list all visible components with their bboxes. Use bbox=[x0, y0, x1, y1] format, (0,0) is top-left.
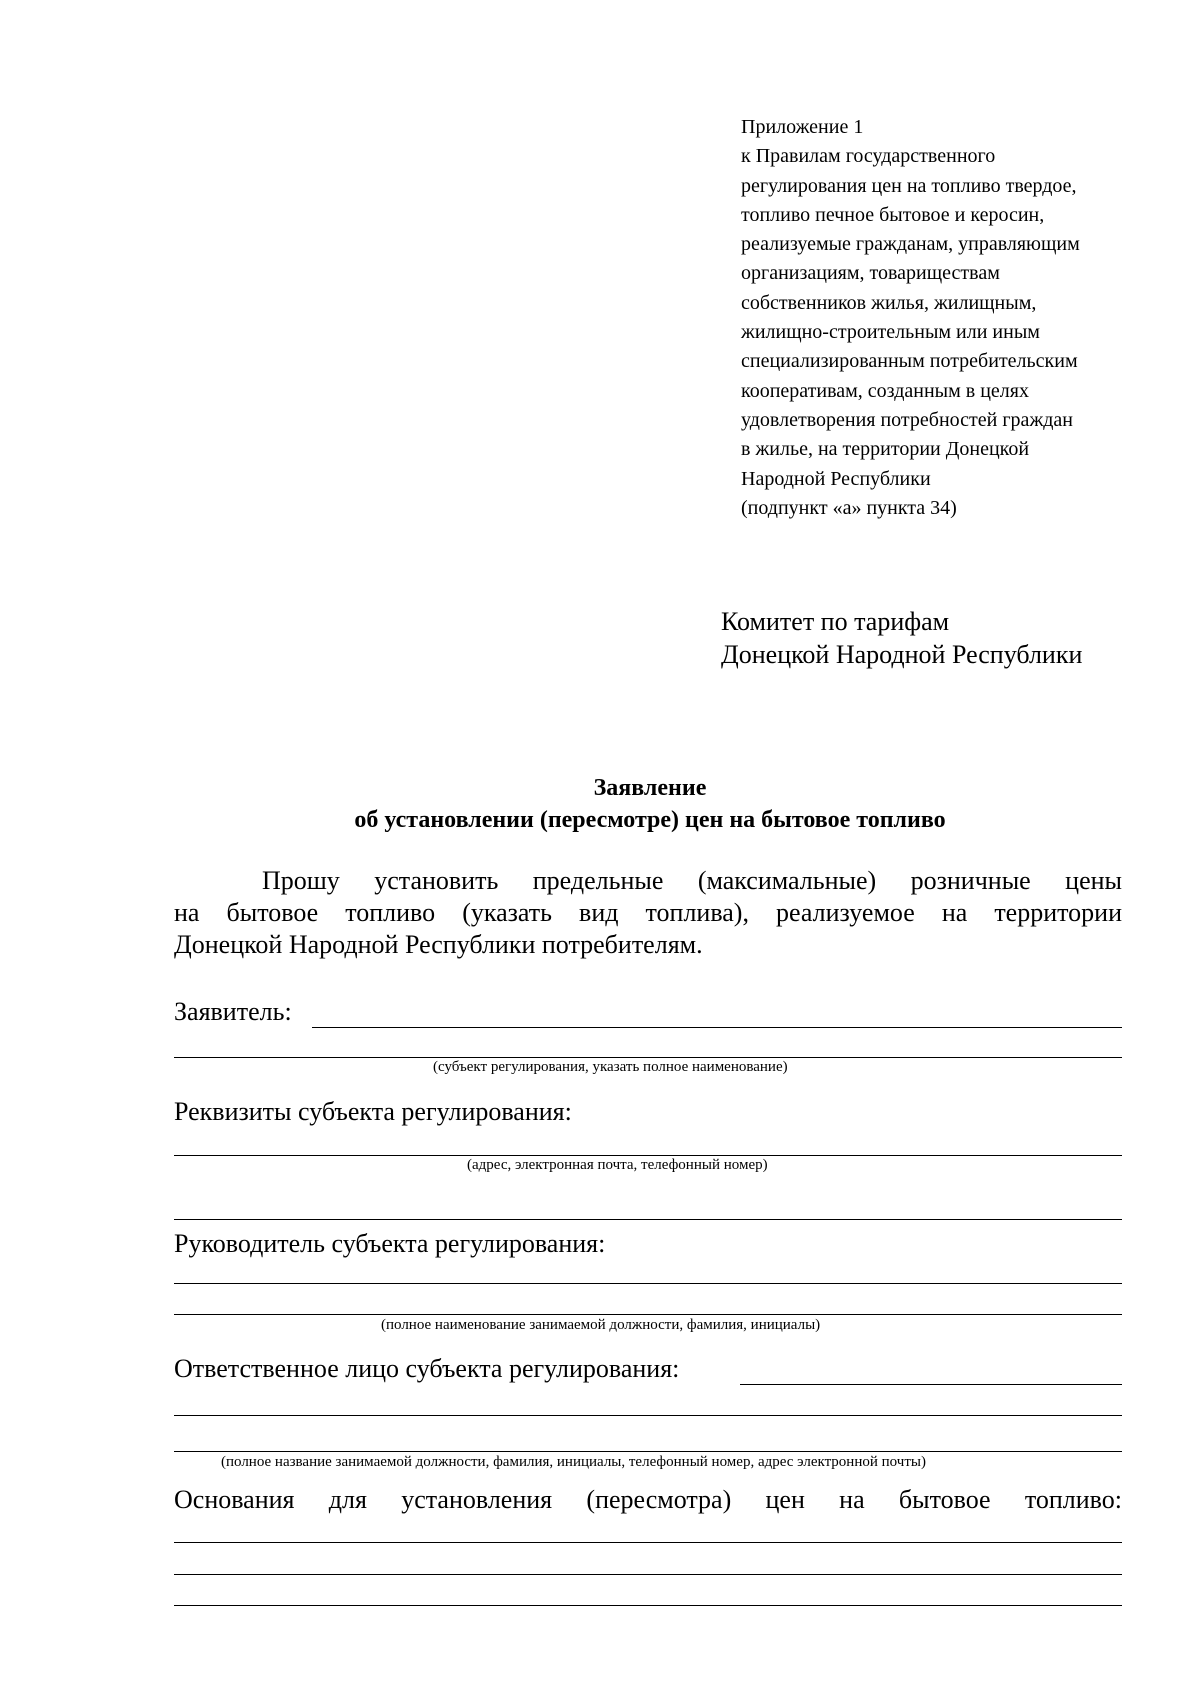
intro-paragraph bbox=[174, 865, 1122, 961]
responsible-label: Ответственное лицо субъекта регулирования: bbox=[174, 1354, 680, 1383]
grounds-line[interactable] bbox=[174, 1542, 1122, 1543]
appendix-line: регулирования цен на топливо твердое, bbox=[741, 174, 1077, 197]
appendix-line: жилищно-строительным или иным bbox=[741, 321, 1040, 344]
responsible-line[interactable] bbox=[740, 1384, 1122, 1385]
head-caption: (полное наименование занимаемой должности, фамилия, инициалы) bbox=[381, 1317, 821, 1333]
head-line-2[interactable] bbox=[174, 1314, 1122, 1315]
responsible-caption: (полное название занимаемой должности, фамилия, инициалы, телефонный номер, адрес электронной почты) bbox=[221, 1454, 926, 1470]
grounds-label: Основания для установления (пересмотра) цен на бытовое топливо: bbox=[174, 1485, 1122, 1514]
appendix-line: собственников жилья, жилищным, bbox=[741, 291, 1037, 314]
appendix-line: к Правилам государственного bbox=[741, 145, 996, 168]
title-line: Заявление bbox=[593, 775, 707, 801]
applicant-caption: (субъект регулирования, указать полное наименование) bbox=[433, 1059, 788, 1075]
appendix-line: топливо печное бытовое и керосин, bbox=[741, 203, 1045, 226]
appendix-line: (подпункт «а» пункта 34) bbox=[741, 496, 957, 519]
head-label: Руководитель субъекта регулирования: bbox=[174, 1229, 606, 1258]
requisites-label: Реквизиты субъекта регулирования: bbox=[174, 1097, 572, 1126]
document-title bbox=[0, 772, 1200, 836]
responsible-line-2[interactable] bbox=[174, 1415, 1122, 1416]
applicant-line[interactable] bbox=[312, 1027, 1122, 1028]
head-line[interactable] bbox=[174, 1283, 1122, 1284]
appendix-line: Приложение 1 bbox=[741, 116, 864, 138]
appendix-line: в жилье, на территории Донецкой bbox=[741, 438, 1030, 461]
grounds-line-2[interactable] bbox=[174, 1574, 1122, 1575]
applicant-label: Заявитель: bbox=[174, 997, 292, 1026]
recipient-line: Комитет по тарифам bbox=[721, 607, 950, 636]
recipient-line: Донецкой Народной Республики bbox=[721, 640, 1083, 669]
appendix-line: Народной Республики bbox=[741, 467, 931, 490]
appendix-line: специализированным потребительским bbox=[741, 350, 1078, 373]
appendix-line: кооперативам, созданным в целях bbox=[741, 379, 1029, 402]
appendix-line: реализуемые гражданам, управляющим bbox=[741, 233, 1080, 256]
title-line: об установлении (пересмотре) цен на бытовое топливо bbox=[354, 807, 946, 833]
requisites-line-2[interactable] bbox=[174, 1219, 1122, 1220]
appendix-line: организациям, товариществам bbox=[741, 262, 1000, 285]
intro-line: Прошу установить предельные (максимальные) розничные цены bbox=[262, 866, 1122, 895]
grounds-line-3[interactable] bbox=[174, 1605, 1122, 1606]
requisites-caption: (адрес, электронная почта, телефонный номер) bbox=[467, 1157, 768, 1173]
recipient-block bbox=[721, 605, 1082, 671]
appendix-block bbox=[741, 113, 1141, 523]
intro-line: Донецкой Народной Республики потребителям. bbox=[174, 930, 703, 959]
responsible-line-3[interactable] bbox=[174, 1451, 1122, 1452]
intro-line: на бытовое топливо (указать вид топлива), реализуемое на территории bbox=[174, 898, 1122, 927]
appendix-line: удовлетворения потребностей граждан bbox=[741, 408, 1074, 431]
